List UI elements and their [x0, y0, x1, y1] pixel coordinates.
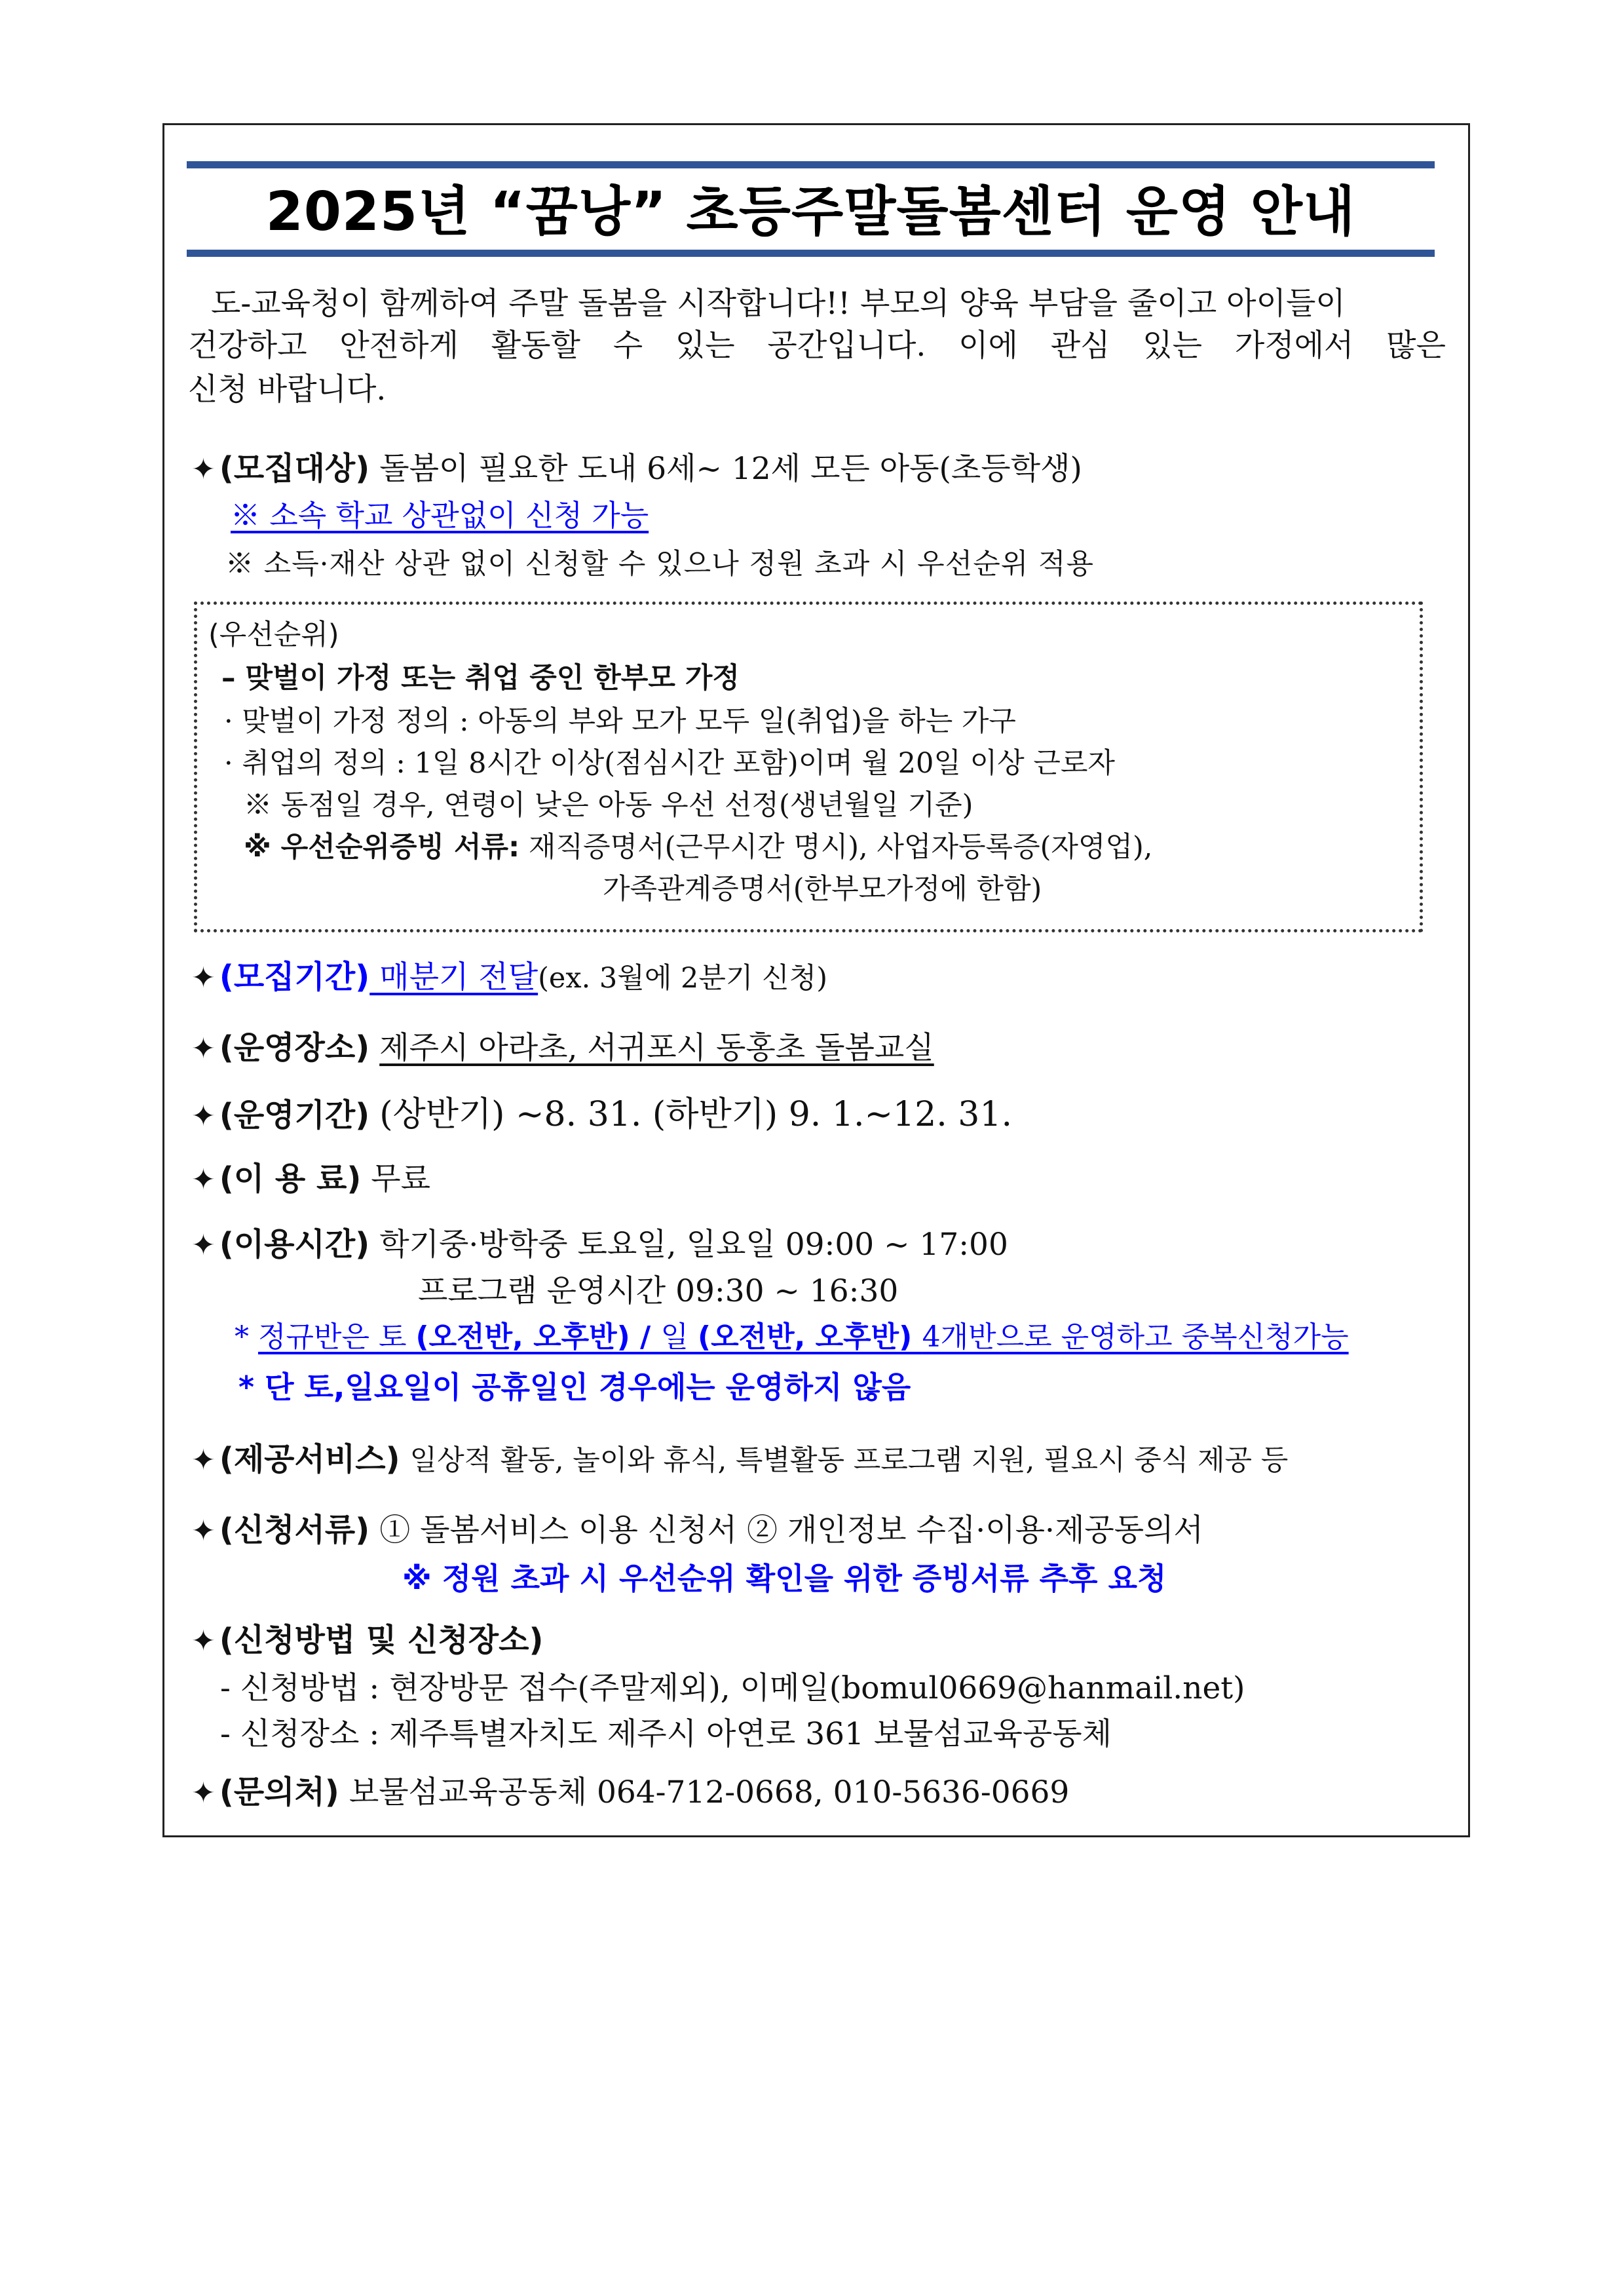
method-label: (신청방법 및 신청장소) — [219, 1622, 544, 1658]
documents-label: (신청서류) — [219, 1512, 370, 1548]
page-title: 2025년 “꿈낭” 초등주말돌봄센터 운영 안내 — [265, 181, 1356, 243]
section-fee — [191, 1158, 430, 1200]
section-contact — [191, 1772, 1069, 1814]
hours-line-2: 프로그램 운영시간 09:30 ~ 16:30 — [418, 1273, 899, 1309]
duration-text: (상반기) ~8. 31. (하반기) 9. 1.~12. 31. — [379, 1095, 1012, 1134]
section-duration — [191, 1094, 1012, 1137]
hours-note-d: (오전반, 오후반) — [697, 1320, 922, 1354]
target-text: 돌봄이 필요한 도내 6세~ 12세 모든 아동(초등학생) — [379, 451, 1082, 487]
hours-label: (이용시간) — [219, 1226, 370, 1263]
star-bullet-icon: ✦ — [191, 453, 216, 486]
star-bullet-icon: ✦ — [191, 1624, 216, 1658]
title-rule-top — [187, 161, 1435, 168]
title-rule-bottom — [187, 250, 1435, 257]
section-hours — [191, 1224, 1008, 1266]
fee-label: (이 용 료) — [219, 1160, 362, 1197]
star-bullet-icon: ✦ — [191, 1444, 216, 1477]
hours-note-b: (오전반, 오후반) / — [415, 1320, 661, 1354]
intro-line-2: 건강하고 안전하게 활동할 수 있는 공간입니다. 이에 관심 있는 가정에서 많은 — [188, 328, 1446, 364]
hours-note-2: * 단 토,일요일이 공휴일인 경우에는 운영하지 않음 — [238, 1369, 911, 1405]
priority-note-2-cont: 가족관계증명서(한부모가정에 한함) — [603, 873, 1042, 906]
documents-text: ① 돌봄서비스 이용 신청서 ② 개인정보 수집·이용·제공동의서 — [379, 1512, 1203, 1548]
services-label: (제공서비스) — [219, 1441, 400, 1478]
hours-note-a: 정규반은 토 — [258, 1320, 416, 1354]
star-bullet-icon: ✦ — [191, 1100, 216, 1133]
method-line-1: - 신청방법 : 현장방문 접수(주말제외), 이메일(bomul0669@hanmail.net) — [220, 1670, 1245, 1706]
period-text: 매분기 전달 — [369, 959, 538, 995]
duration-label: (운영기간) — [219, 1097, 370, 1134]
hours-note-e: 4개반으로 운영하고 중복신청가능 — [922, 1320, 1349, 1354]
star-bullet-icon: ✦ — [191, 961, 216, 995]
priority-def-1: · 맞벌이 가정 정의 : 아동의 부와 모가 모두 일(취업)을 하는 가구 — [224, 705, 1016, 738]
section-documents — [191, 1510, 1203, 1552]
place-text: 제주시 아라초, 서귀포시 동홍초 돌봄교실 — [379, 1030, 934, 1066]
contact-label: (문의처) — [219, 1774, 339, 1810]
hours-line-1: 학기중·방학중 토요일, 일요일 09:00 ~ 17:00 — [379, 1227, 1008, 1263]
hours-note-c: 일 — [660, 1320, 698, 1354]
section-services — [191, 1439, 1288, 1481]
hours-note-star: * — [235, 1320, 258, 1354]
priority-note-2-label: ※ 우선순위증빙 서류: — [244, 831, 520, 864]
priority-note-1: ※ 동점일 경우, 연령이 낮은 아동 우선 선정(생년월일 기준) — [244, 789, 973, 822]
section-period — [191, 957, 827, 999]
priority-heading: (우선순위) — [208, 619, 339, 651]
services-text: 일상적 활동, 놀이와 휴식, 특별활동 프로그램 지원, 필요시 중식 제공 등 — [409, 1444, 1289, 1477]
target-label: (모집대상) — [219, 450, 370, 487]
period-label: (모집기간) — [219, 959, 370, 995]
intro-line-1: 도-교육청이 함께하여 주말 돌봄을 시작합니다!! 부모의 양육 부담을 줄이고 아이들이 — [211, 286, 1346, 322]
place-label: (운영장소) — [219, 1029, 370, 1066]
priority-def-2: · 취업의 정의 : 1일 8시간 이상(점심시간 포함)이며 월 20일 이상 근로자 — [224, 747, 1115, 780]
priority-item: – 맞벌이 가정 또는 취업 중인 한부모 가정 — [221, 662, 740, 695]
star-bullet-icon: ✦ — [191, 1514, 216, 1548]
priority-note-2-text: 재직증명서(근무시간 명시), 사업자등록증(자영업), — [519, 831, 1153, 864]
star-bullet-icon: ✦ — [191, 1032, 216, 1065]
documents-note: ※ 정원 초과 시 우선순위 확인을 위한 증빙서류 추후 요청 — [402, 1561, 1167, 1596]
section-target — [191, 448, 1082, 490]
priority-note-2 — [244, 827, 1152, 868]
section-method — [191, 1620, 544, 1662]
target-note-2: ※ 소득·재산 상관 없이 신청할 수 있으나 정원 초과 시 우선순위 적용 — [225, 548, 1095, 581]
section-place — [191, 1027, 934, 1069]
star-bullet-icon: ✦ — [191, 1163, 216, 1196]
star-bullet-icon: ✦ — [191, 1776, 216, 1810]
intro-line-3: 신청 바랍니다. — [188, 372, 387, 408]
period-extra: (ex. 3월에 2분기 신청) — [538, 962, 827, 995]
contact-text: 보물섬교육공동체 064-712-0668, 010-5636-0669 — [349, 1774, 1070, 1810]
hours-note — [235, 1317, 1349, 1358]
star-bullet-icon: ✦ — [191, 1229, 216, 1262]
method-line-2: - 신청장소 : 제주특별자치도 제주시 아연로 361 보물섬교육공동체 — [220, 1716, 1112, 1752]
target-note-1: ※ 소속 학교 상관없이 신청 가능 — [231, 498, 649, 533]
fee-text: 무료 — [371, 1161, 431, 1197]
